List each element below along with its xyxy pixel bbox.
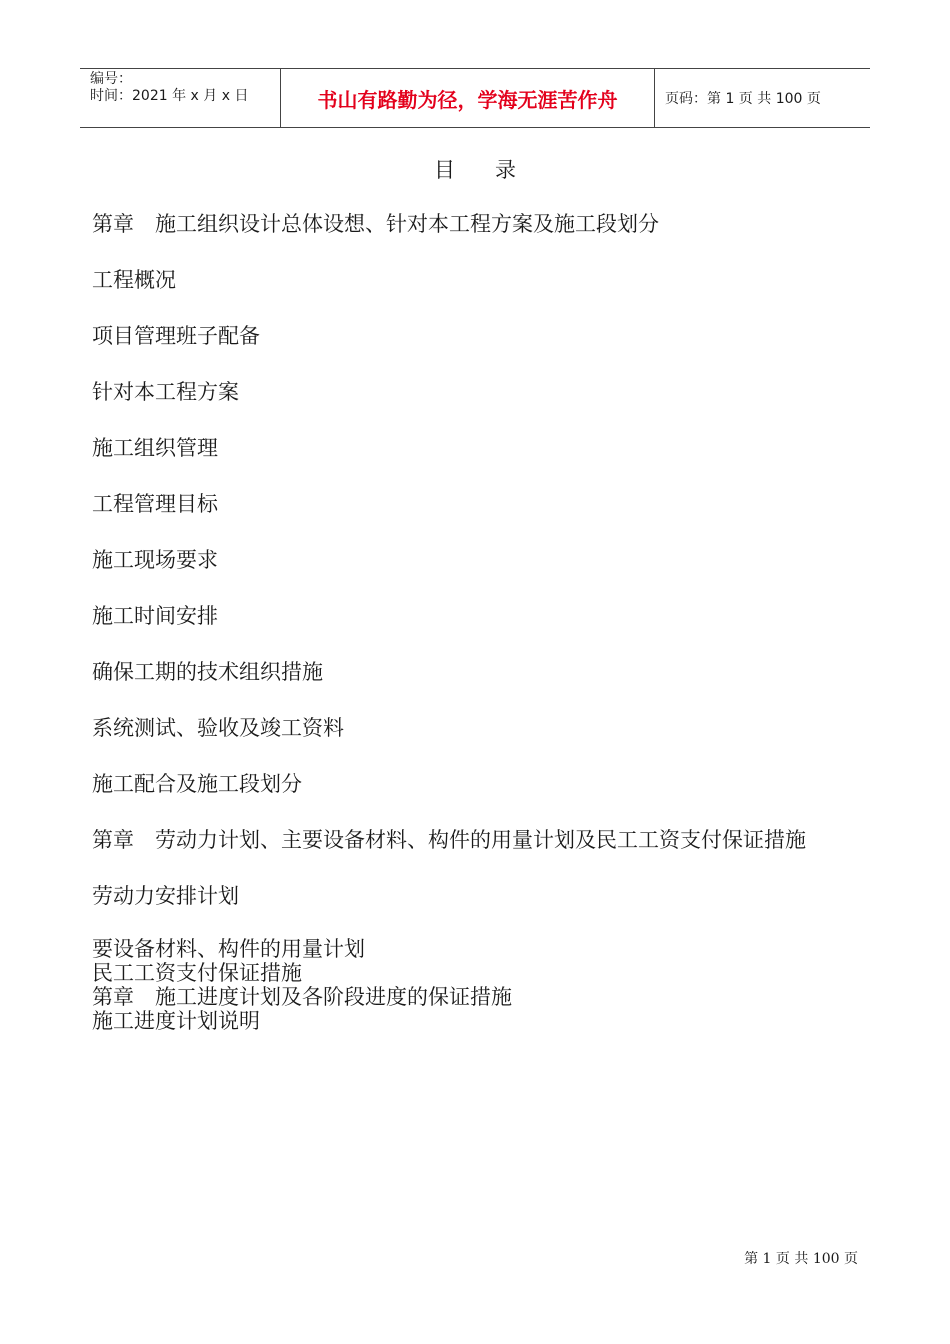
toc-item: 施工现场要求 bbox=[92, 548, 218, 572]
toc-item: 施工组织管理 bbox=[92, 436, 218, 460]
toc-item: 工程概况 bbox=[92, 268, 176, 292]
page-header bbox=[80, 68, 870, 128]
header-page-number: 页码：第 1 页 共 100 页 bbox=[665, 91, 821, 107]
header-motto-cell bbox=[281, 69, 655, 127]
toc-item: 要设备材料、构件的用量计划 bbox=[92, 937, 365, 961]
toc-item: 劳动力安排计划 bbox=[92, 884, 239, 908]
toc-item: 民工工资支付保证措施 bbox=[92, 961, 302, 985]
header-page-cell bbox=[655, 69, 870, 127]
toc-item: 工程管理目标 bbox=[92, 492, 218, 516]
toc-item: 第章 施工组织设计总体设想、针对本工程方案及施工段划分 bbox=[92, 212, 659, 236]
document-number-label: 编号： bbox=[90, 71, 132, 87]
page-footer: 第 1 页 共 100 页 bbox=[744, 1251, 858, 1267]
toc-item: 施工配合及施工段划分 bbox=[92, 772, 302, 796]
toc-item: 确保工期的技术组织措施 bbox=[92, 660, 323, 684]
toc-item: 针对本工程方案 bbox=[92, 380, 239, 404]
header-motto: 书山有路勤为径，学海无涯苦作舟 bbox=[317, 87, 618, 112]
toc-item: 项目管理班子配备 bbox=[92, 324, 260, 348]
toc-title: 目录 bbox=[434, 158, 556, 182]
toc-item: 施工进度计划说明 bbox=[92, 1009, 260, 1033]
toc-item: 第章 施工进度计划及各阶段进度的保证措施 bbox=[92, 985, 512, 1009]
document-time-label: 时间：2021 年 x 月 x 日 bbox=[90, 88, 249, 104]
toc-item: 系统测试、验收及竣工资料 bbox=[92, 716, 344, 740]
header-meta-cell bbox=[80, 69, 281, 127]
toc-item: 施工时间安排 bbox=[92, 604, 218, 628]
toc-item: 第章 劳动力计划、主要设备材料、构件的用量计划及民工工资支付保证措施 bbox=[92, 828, 806, 852]
table-of-contents bbox=[92, 209, 872, 1033]
